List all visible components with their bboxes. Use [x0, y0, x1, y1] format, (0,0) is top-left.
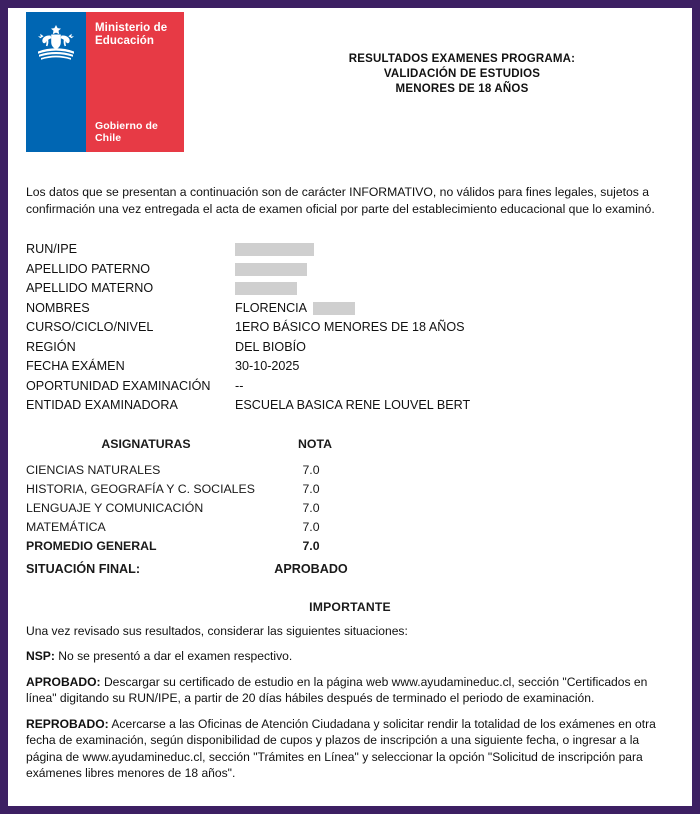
table-row: [26, 499, 680, 518]
logo-government-label: Gobierno de Chile: [95, 120, 158, 144]
info-label: APELLIDO MATERNO: [26, 281, 154, 295]
final-status-label: SITUACIÓN FINAL:: [26, 561, 141, 576]
info-label: NOMBRES: [26, 300, 90, 315]
subject-name: MATEMÁTICA: [26, 519, 106, 534]
info-value-text: ESCUELA BASICA RENE LOUVEL BERT: [235, 398, 471, 412]
logo-ministry-line2: Educación: [95, 35, 155, 47]
info-value: [235, 243, 314, 256]
info-label: RUN/IPE: [26, 242, 78, 256]
student-info-list: [26, 240, 680, 416]
info-label: APELLIDO PATERNO: [26, 261, 151, 276]
note-text-nsp: No se presentó a dar el examen respectivo.: [54, 649, 293, 663]
info-row-apellido-materno: [26, 279, 680, 299]
info-row-nombres: [26, 299, 680, 319]
table-row: [26, 461, 680, 480]
info-row-run-ipe: [26, 240, 680, 260]
info-value-text: 1ERO BÁSICO MENORES DE 18 AÑOS: [235, 320, 465, 334]
page-title-line-3: MENORES DE 18 AÑOS: [395, 83, 529, 95]
info-value: [235, 282, 297, 295]
info-row-curso-ciclo-nivel: [26, 318, 680, 338]
table-row: [26, 518, 680, 537]
page-title-line-2: VALIDACIÓN DE ESTUDIOS: [383, 68, 541, 80]
subject-name: CIENCIAS NATURALES: [26, 462, 161, 477]
info-value: [235, 299, 355, 319]
info-value-text: 30-10-2025: [235, 359, 300, 373]
info-value: [235, 263, 307, 276]
mineduc-logo: [26, 12, 184, 152]
subject-grade: 7.0: [302, 481, 320, 496]
grades-table: [26, 434, 680, 580]
grades-table-header: [26, 434, 680, 455]
info-value-text: FLORENCIA: [235, 300, 308, 315]
table-row-average: [26, 537, 680, 556]
page-title-line-1: RESULTADOS EXAMENES PROGRAMA:: [348, 53, 576, 65]
logo-blue-panel: [26, 12, 86, 152]
informative-disclaimer: Los datos que se presentan a continuación son de carácter INFORMATIVO, no válidos para fines legales, sujetos a confirmación una vez entregada el acta de examen oficial por parte del establecimiento educacional que lo examinó.: [26, 185, 655, 216]
info-label: OPORTUNIDAD EXAMINACIÓN: [26, 378, 211, 393]
logo-red-panel: [86, 12, 184, 152]
note-label-aprobado: APROBADO:: [26, 674, 101, 689]
logo-ministry-line1: Ministerio de: [95, 22, 168, 34]
average-label: PROMEDIO GENERAL: [26, 538, 157, 553]
important-note-aprobado: [26, 674, 674, 707]
table-row: [26, 480, 680, 499]
logo-ministry-name: [95, 22, 167, 48]
redacted-value-box: [313, 302, 355, 315]
info-value-text: DEL BIOBÍO: [235, 339, 306, 354]
subject-grade: 7.0: [302, 462, 320, 477]
important-notes-section: [26, 600, 674, 782]
note-text-reprobado: Acercarse a las Oficinas de Atención Ciudadana y solicitar rendir la totalidad de los exámenes en otra fecha de examinación, según disponibilidad de cupos y plazos de inscripción a una siguiente fecha, o ingresar a la página de www.ayudamineduc.cl, sección "Trámites en Línea" y seleccionar la opción "Solicitud de inscripción para exámenes libres menores de 18 años".: [26, 716, 656, 780]
redacted-value-box: [235, 243, 314, 256]
subject-grade: 7.0: [302, 519, 320, 534]
important-note-reprobado: [26, 716, 674, 782]
info-row-oportunidad-examinacion: [26, 377, 680, 397]
info-label: ENTIDAD EXAMINADORA: [26, 398, 178, 412]
note-label-nsp: NSP:: [26, 649, 55, 663]
info-row-apellido-paterno: [26, 260, 680, 280]
status-badge: APROBADO: [274, 561, 348, 576]
subject-name: LENGUAJE Y COMUNICACIÓN: [26, 500, 204, 515]
info-label: REGIÓN: [26, 339, 76, 354]
info-label: FECHA EXÁMEN: [26, 359, 125, 373]
note-text-aprobado: Descargar su certificado de estudio en la página web www.ayudamineduc.cl, sección "Certificados en línea" digitando su RUN/IPE, a partir de 20 días hábiles después de terminado el periodo de examinación.: [26, 674, 648, 705]
redacted-value-box: [235, 282, 297, 295]
column-header-nota: NOTA: [298, 436, 332, 451]
info-row-entidad-examinadora: [26, 396, 680, 416]
important-intro: Una vez revisado sus resultados, considerar las siguientes situaciones:: [26, 623, 408, 638]
redacted-value-box: [235, 263, 307, 276]
document-header: [20, 8, 680, 158]
info-row-region: [26, 338, 680, 358]
final-status-row: [26, 559, 680, 580]
note-label-reprobado: REPROBADO:: [26, 716, 109, 731]
info-label: CURSO/CICLO/NIVEL: [26, 320, 154, 334]
important-note-nsp: [26, 648, 674, 665]
info-value-text: --: [235, 378, 244, 393]
subject-grade: 7.0: [302, 500, 320, 515]
column-header-asignaturas: ASIGNATURAS: [101, 436, 191, 451]
chile-coat-of-arms-icon: [34, 24, 78, 67]
page-title: [250, 52, 674, 97]
average-grade: 7.0: [302, 538, 320, 553]
info-row-fecha-examen: [26, 357, 680, 377]
important-heading: IMPORTANTE: [309, 599, 391, 614]
subject-name: HISTORIA, GEOGRAFÍA Y C. SOCIALES: [26, 481, 255, 496]
document-sheet: [8, 8, 692, 806]
